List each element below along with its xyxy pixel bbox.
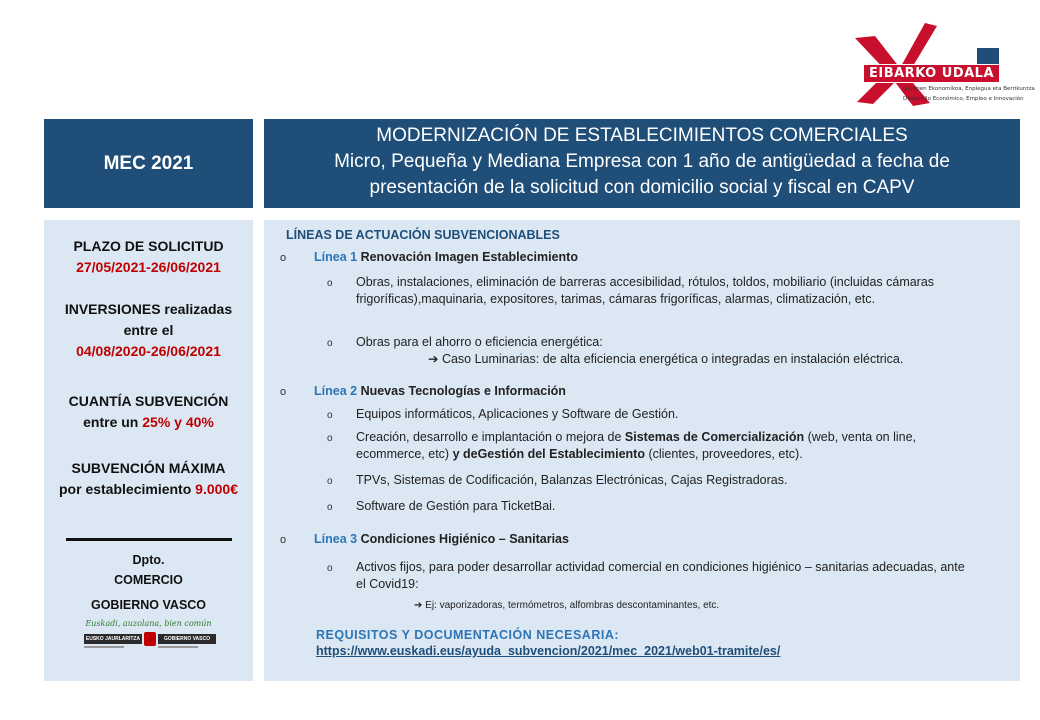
line1-item2: Obras para el ahorro o eficiencia energética: [356,335,603,349]
inversiones-label: INVERSIONES realizadas [64,301,233,317]
dept-line1: Dpto. [132,553,165,567]
inversiones-value: 04/08/2020-26/06/2021 [76,343,221,359]
line2-title: Nuevas Tecnologías e Información [360,384,566,398]
line2-item2-a: Creación, desarrollo e implantación o mejora de [356,430,625,444]
line2-item2-c: (web, venta on line, ecommerce, etc) [356,430,917,461]
bullet-icon: o [280,534,287,546]
line2-item4: Software de Gestión para TicketBai. [356,499,556,513]
cuantia-prefix: entre un [83,414,143,430]
x-logo-icon [845,18,1005,108]
department [44,550,253,590]
line2-item2-d: y deGestión del Establecimiento [452,447,645,461]
summary-panel [44,220,253,681]
line1-title: Renovación Imagen Establecimiento [360,250,578,264]
requirements-title: REQUISITOS Y DOCUMENTACIÓN NECESARIA: [316,628,620,642]
line1-item2-detail [428,351,903,368]
logo-subtitle-es: Desarrollo Económico, Empleo e Innovación [903,96,1024,102]
cuantia-value: 25% y 40% [142,414,214,430]
line3-item1: Activos fijos, para poder desarrollar actividad comercial en condiciones higiénico – sanitarias adecuadas, ante el Covid19: [356,560,965,591]
gov-logo-sub-left [84,646,124,648]
plazo-block [44,236,253,278]
sub-bullet-icon: o [327,563,333,574]
cuantia-label: CUANTÍA SUBVENCIÓN [68,393,229,409]
government-name: GOBIERNO VASCO [90,598,207,612]
program-title-line3: presentación de la solicitud con domicilio social y fiscal en CAPV [369,177,915,198]
line2-number: Línea 2 [314,384,358,398]
arrow-right-icon: ➔ [428,352,442,366]
program-title-header [264,119,1020,208]
line2-item2-e: (clientes, proveedores, etc). [644,447,803,461]
line1-number: Línea 1 [314,250,358,264]
line1-item2-arrow: Caso Luminarias: de alta eficiencia energética o integradas en instalación eléctrica. [441,352,904,366]
line1-heading [314,250,578,264]
max-label: SUBVENCIÓN MÁXIMA [71,460,226,476]
cuantia-line [44,412,253,433]
requirements-link[interactable]: https://www.euskadi.eus/ayuda_subvencion/2021/mec_2021/web01-tramite/es/ [316,644,781,658]
line3-heading [314,532,569,546]
plazo-value: 27/05/2021-26/06/2021 [76,259,221,275]
line2-heading [314,384,566,398]
divider [66,538,232,541]
line3-item1-arrow: Ej: vaporizadoras, termómetros, alfombras descontaminantes, etc. [425,600,720,611]
sub-bullet-icon: o [327,433,333,444]
bullet-icon: o [280,386,287,398]
line2-item1: Equipos informáticos, Aplicaciones y Software de Gestión. [356,407,679,421]
line2-item2 [356,429,966,463]
line2-item3: TPVs, Sistemas de Codificación, Balanzas Electrónicas, Cajas Registradoras. [356,473,788,487]
dept-line2: COMERCIO [114,573,183,587]
euskadi-slogan: Euskadi, auzolana, bien común [85,619,212,628]
line3-number: Línea 3 [314,532,358,546]
max-block [44,458,253,500]
max-value: 9.000€ [195,481,238,497]
section-title: LÍNEAS DE ACTUACIÓN SUBVENCIONABLES [286,228,560,242]
program-title-line2: Micro, Pequeña y Mediana Empresa con 1 año de antigüedad a fecha de [334,151,950,172]
max-line [44,479,253,500]
line2-item2-b: Sistemas de Comercialización [624,430,805,444]
lines-panel [264,220,1020,681]
sub-bullet-icon: o [327,476,333,487]
gov-logo-eu: EUSKO JAURLARITZA [85,636,141,642]
sub-bullet-icon: o [327,502,333,513]
line1-item1: Obras, instalaciones, eliminación de barreras accesibilidad, rótulos, toldos, mobiliario (incluidas cámaras frigoríficas),maquinaria, expositores, tarimas, cámaras frigoríficas, alarmas, climatización, etc. [356,275,935,306]
line3-item1-detail [414,597,719,614]
program-title-line1: MODERNIZACIÓN DE ESTABLECIMIENTOS COMERCIALES [376,125,908,146]
sub-bullet-icon: o [327,410,333,421]
inversiones-label-2: entre el [123,322,174,338]
inversiones-block [44,299,253,362]
gov-logo-sub-right [158,646,198,648]
plazo-label: PLAZO DE SOLICITUD [73,238,224,254]
logo-subtitle-eu: Garapen Ekonomikoa, Enplegua eta Berrikuntza [903,86,1035,92]
sub-bullet-icon: o [327,278,333,289]
bullet-icon: o [280,252,287,264]
eibar-logo [845,18,1035,108]
gobierno-vasco-logo [84,634,216,656]
program-code: MEC 2021 [103,152,194,174]
line3-title: Condiciones Higiénico – Sanitarias [360,532,569,546]
cuantia-block [44,391,253,433]
arrow-right-icon: ➔ [414,600,426,611]
max-prefix: por establecimiento [59,481,196,497]
gov-logo-es: GOBIERNO VASCO [158,634,216,644]
sub-bullet-icon: o [327,338,333,349]
coat-of-arms-icon [144,632,156,646]
program-code-header [44,119,253,208]
logo-name: EIBARKO UDALA [863,64,1000,83]
